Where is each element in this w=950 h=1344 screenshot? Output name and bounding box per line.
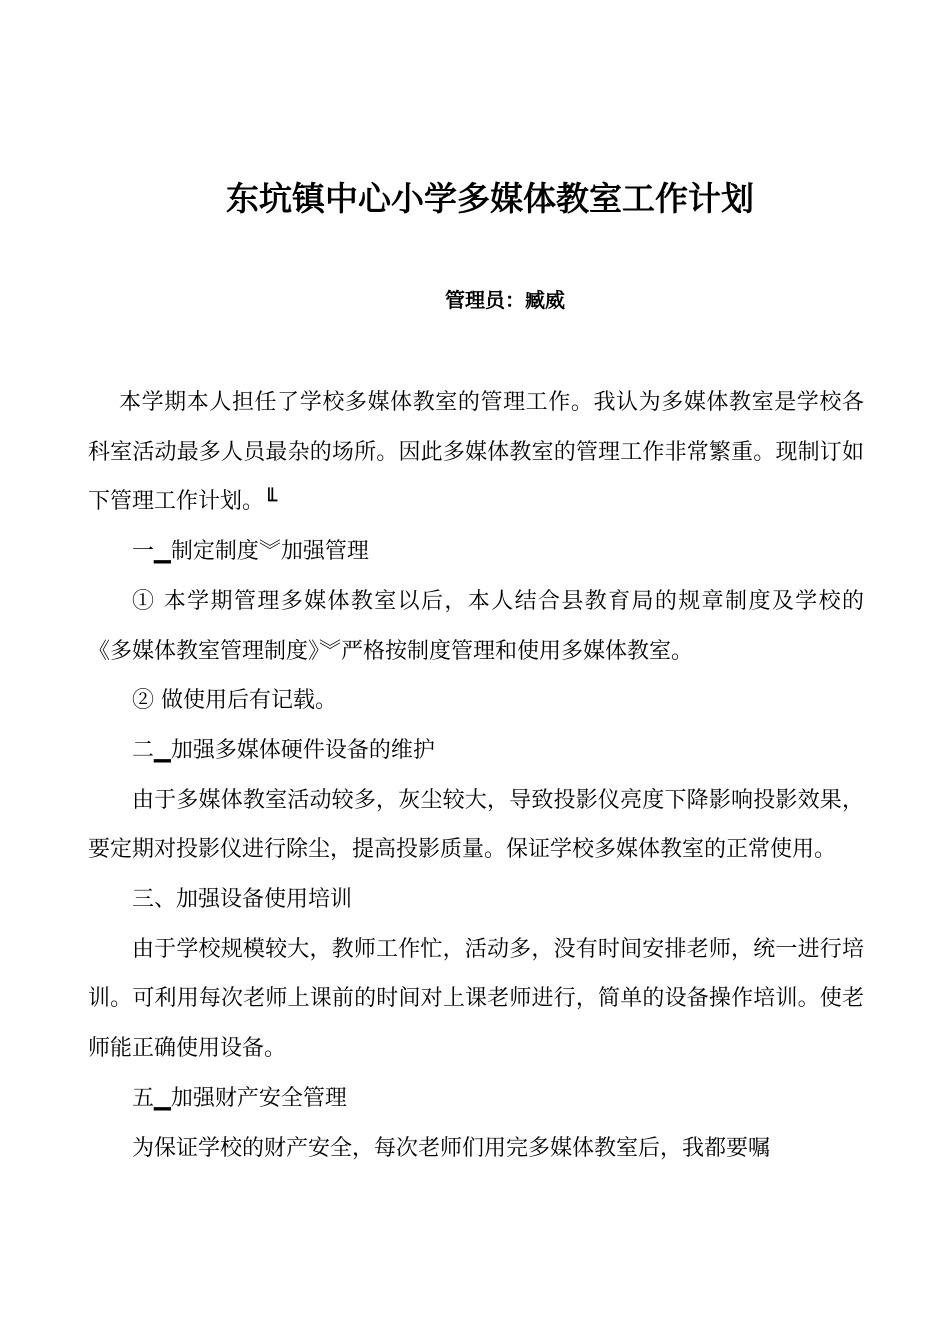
section-heading-2: 二▁加强多媒体硬件设备的维护 xyxy=(132,737,435,763)
section-heading-1: 一▁制定制度︾加强管理 xyxy=(132,539,369,565)
intro-paragraph: 本学期本人担任了学校多媒体教室的管理工作。我认为多媒体教室是学校各科室活动最多人员最杂的场所。因此多媒体教室的管理工作非常繁重。现制订如下管理工作计划。╙ xyxy=(88,390,864,515)
author-line: 管理员：臧威 xyxy=(445,288,565,312)
document-title: 东坑镇中心小学多媒体教室工作计划 xyxy=(226,179,754,218)
document-body xyxy=(88,378,864,1173)
paragraph-item-1: ① 本学期管理多媒体教室以后，本人结合县教育局的规章制度及学校的《多媒体教室管理制度》︾严格按制度管理和使用多媒体教室。 xyxy=(88,588,864,664)
paragraph-security: 为保证学校的财产安全，每次老师们用完多媒体教室后，我都要嘱 xyxy=(132,1135,771,1161)
section-heading-3: 三、加强设备使用培训 xyxy=(132,887,353,913)
paragraph-item-2: ② 做使用后有记载。 xyxy=(132,688,337,714)
section-heading-5: 五▁加强财产安全管理 xyxy=(132,1085,347,1111)
paragraph-training: 由于学校规模较大，教师工作忙，活动多，没有时间安排老师，统一进行培训。可利用每次老师上课前的时间对上课老师进行，简单的设备操作培训。使老师能正确使用设备。 xyxy=(88,936,864,1062)
paragraph-maintenance: 由于多媒体教室活动较多，灰尘较大，导致投影仪亮度下降影响投影效果，要定期对投影仪进行除尘，提高投影质量。保证学校多媒体教室的正常使用。 xyxy=(88,787,864,863)
